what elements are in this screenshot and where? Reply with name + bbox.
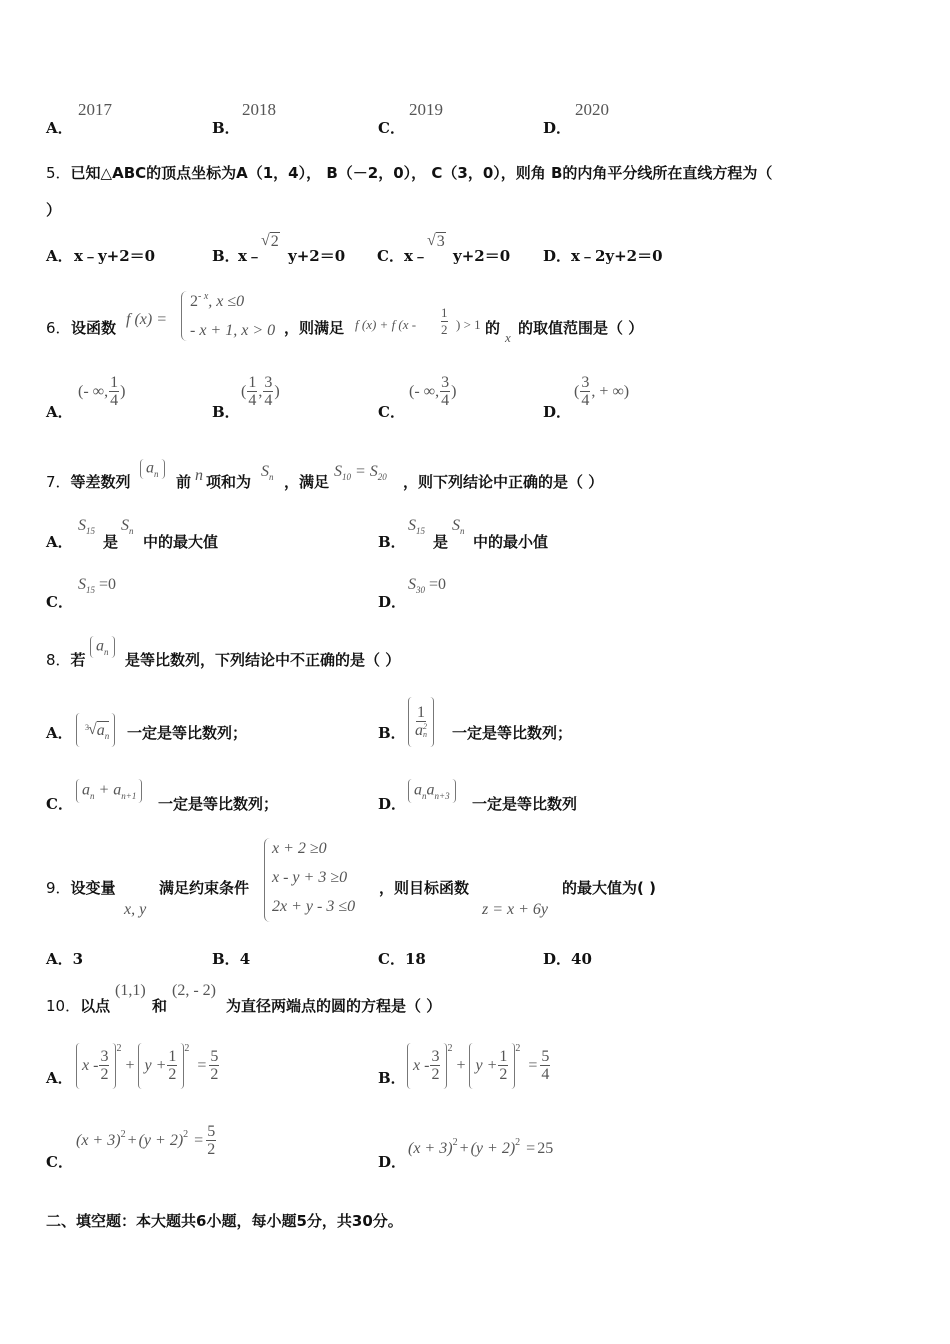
q10-p2: (2, - 2) — [172, 982, 216, 999]
q10-a-expr: x - $\frac{3}{2}$ 2 + y + $\frac{1}{2}$ 2 = $\frac{5}{2}$ — [76, 1043, 220, 1089]
q6-de: 的 — [485, 319, 501, 337]
q8-seq: $a_n$ — [90, 636, 115, 658]
q7-tail: ，则下列结论中正确的是（ ） — [403, 473, 604, 491]
q9-vars: x, y — [124, 901, 147, 918]
q8-d-label: D． — [378, 795, 407, 813]
q7-mid1: 前 — [176, 473, 192, 491]
q6-brace — [181, 291, 188, 341]
q8-a-label: A． — [46, 724, 73, 742]
question-9 — [46, 877, 116, 898]
q7-a-s15: $S_{15}$ — [78, 517, 95, 536]
q7-d-expr: $S_{30} =0$ — [408, 576, 447, 595]
q7-mid2: 项和为 — [206, 473, 252, 491]
q4-option-d-value: 2020 — [575, 100, 609, 119]
q5-d-text: x﹣2y+2＝0 — [571, 247, 663, 265]
q5-a-text: x﹣y+2＝0 — [74, 247, 156, 265]
q9-b: B．4 — [212, 950, 251, 968]
q6-d-label: D． — [543, 403, 572, 421]
q7-a-label: A． — [46, 533, 73, 551]
q6-number: 6． — [46, 319, 71, 337]
q10-c-label: C． — [46, 1153, 73, 1171]
q8-b-text: 一定是等比数列； — [452, 724, 573, 742]
q7-mid3: ，满足 — [284, 473, 330, 491]
q7-a-tail: 中的最大值 — [143, 533, 219, 551]
q7-b-label: B． — [378, 533, 406, 551]
q6-b-expr: ( $\frac{1}{4}$ , $\frac{3}{4}$ ) — [241, 374, 280, 409]
q6-case1: $2^{- x}$, x ≤0 — [190, 291, 245, 310]
q7-seq: $a_n$ — [140, 459, 165, 479]
q7-b-mid: 是 — [433, 533, 449, 551]
q7-number: 7． — [46, 473, 71, 491]
q6-d-expr: ( $\frac{3}{4}$ , + ∞) — [574, 374, 630, 409]
q7-a-mid: 是 — [103, 533, 119, 551]
q5-b-label: B． — [212, 247, 240, 265]
section-2-heading: 二、填空题：本大题共6小题，每小题5分，共30分。 — [46, 1212, 403, 1230]
q9-c1: x + 2 ≥0 — [272, 840, 327, 857]
q7-b-sn: $S_n$ — [452, 517, 465, 536]
q9-d: D．40 — [543, 950, 592, 968]
q9-c2: x - y + 3 ≥0 — [272, 869, 348, 886]
q7-b-s15: $S_{15}$ — [408, 517, 425, 536]
q8-a-text: 一定是等比数列； — [127, 724, 248, 742]
q10-c-expr: (x + 3) 2 + (y + 2) 2 = $\frac{5}{2}$ — [76, 1123, 216, 1158]
q6-b-label: B． — [212, 403, 240, 421]
question-7 — [46, 471, 131, 492]
q4-option-a-value: 2017 — [78, 100, 112, 119]
q9-z: z = x + 6y — [482, 901, 549, 918]
q9-mid2: ，则目标函数 — [379, 879, 470, 897]
q9-c3: 2x + y - 3 ≤0 — [272, 898, 356, 915]
q10-and: 和 — [152, 997, 168, 1015]
q10-b-label: B． — [378, 1069, 406, 1087]
q5-text-line2: ） — [46, 201, 62, 219]
q8-d-expr: $a_na_{n+3}$ — [408, 779, 456, 803]
q7-a-sn: $S_n$ — [121, 517, 134, 536]
q9-number: 9． — [46, 879, 71, 897]
q4-option-d-label: D． — [543, 119, 572, 137]
q6-a-expr: (- ∞, $\frac{1}{4}$ ) — [78, 374, 126, 409]
q10-p1: (1,1) — [115, 982, 146, 999]
q9-mid: 满足约束条件 — [159, 879, 250, 897]
q9-a: A．3 — [46, 950, 84, 968]
q10-d-expr: (x + 3) 2 + (y + 2) 2 = 25 — [408, 1136, 554, 1157]
q6-lead: 设函数 — [71, 319, 117, 337]
q6-tail: 的取值范围是（ ） — [518, 319, 644, 337]
q9-brace — [264, 838, 271, 922]
q5-number: 5． — [46, 164, 71, 182]
q5-text-line1: 已知△ABC的顶点坐标为A（1，4）， B（－2，0）， C（3，0），则角 B的内角平分线所在直线方程为（ — [70, 164, 773, 182]
q10-lead: 以点 — [80, 997, 111, 1015]
q6-var: x — [505, 330, 511, 345]
q5-c-sqrt: √ 3 — [427, 232, 445, 250]
q8-c-expr: $a_n + a_{n+1}$ — [76, 779, 142, 803]
question-5 — [46, 162, 772, 183]
q8-lead: 若 — [70, 651, 86, 669]
q8-a-expr: 3 √ $a_n$ — [76, 713, 115, 747]
q9-tail: 的最大值为( ) — [562, 879, 656, 897]
q4-option-a-label: A． — [46, 119, 73, 137]
question-10 — [46, 995, 110, 1016]
q6-fx: f (x) = — [126, 311, 167, 328]
q8-c-label: C． — [46, 795, 73, 813]
q6-ineq-frac: 1 2 — [441, 305, 448, 337]
q5-b-sqrt: √ 2 — [261, 232, 279, 250]
q6-c-expr: (- ∞, $\frac{3}{4}$ ) — [409, 374, 457, 409]
q7-d-label: D． — [378, 593, 407, 611]
q10-b-expr: x - $\frac{3}{2}$ 2 + y + $\frac{1}{2}$ 2 = $\frac{5}{4}$ — [407, 1043, 551, 1089]
q10-number: 10． — [46, 997, 81, 1015]
q5-c-post: y+2＝0 — [453, 247, 511, 265]
q4-option-b-value: 2018 — [242, 100, 276, 119]
q8-number: 8． — [46, 651, 71, 669]
q6-mid: ，则满足 — [284, 319, 345, 337]
q10-d-label: D． — [378, 1153, 407, 1171]
q5-b-post: y+2＝0 — [288, 247, 346, 265]
q7-c-expr: $S_{15} =0$ — [78, 576, 117, 595]
q7-Sn: $S_n$ — [261, 463, 274, 482]
q6-ineq-a: f (x) + f (x - — [355, 317, 417, 332]
q8-tail: 是等比数列，下列结论中不正确的是（ ） — [125, 651, 401, 669]
q7-n: n — [195, 467, 203, 484]
q4-option-c-value: 2019 — [409, 100, 443, 119]
q5-d-label: D． — [543, 247, 572, 265]
q5-c-label: C． — [377, 247, 404, 265]
q6-case2: - x + 1, x > 0 — [190, 322, 276, 339]
q6-ineq-b: ) > 1 — [456, 317, 481, 332]
q5-c-pre: x﹣ — [404, 247, 428, 265]
q5-a-label: A． — [46, 247, 73, 265]
q5-b-pre: x﹣ — [238, 247, 262, 265]
q10-tail: 为直径两端点的圆的方程是（ ） — [226, 997, 442, 1015]
q9-c: C．18 — [378, 950, 426, 968]
q4-option-b-label: B． — [212, 119, 240, 137]
q9-lead: 设变量 — [70, 879, 116, 897]
q7-equation: $S_{10} = S_{20}$ — [334, 463, 387, 482]
question-8 — [46, 649, 86, 670]
q7-b-tail: 中的最小值 — [473, 533, 549, 551]
q6-a-label: A． — [46, 403, 73, 421]
q6-c-label: C． — [378, 403, 405, 421]
q7-c-label: C． — [46, 593, 73, 611]
q8-d-text: 一定是等比数列 — [472, 795, 578, 813]
q8-b-label: B． — [378, 724, 406, 742]
q4-option-c-label: C． — [378, 119, 405, 137]
q8-b-expr: 1 a 2 n — [408, 697, 434, 747]
q8-c-text: 一定是等比数列； — [158, 795, 279, 813]
q7-lead: 等差数列 — [70, 473, 131, 491]
q10-a-label: A． — [46, 1069, 73, 1087]
